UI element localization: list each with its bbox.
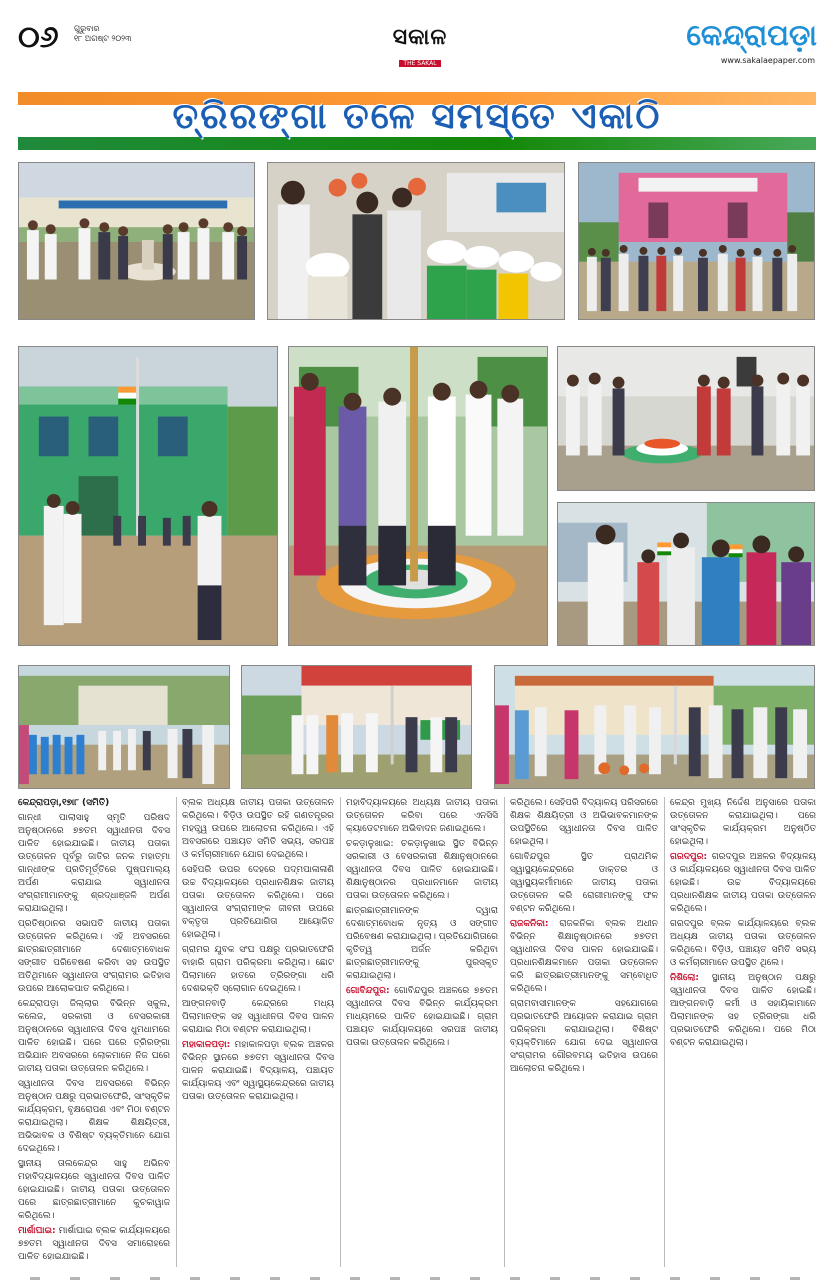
photo-podium-flag-ceremony [557,346,815,491]
issue-date [74,24,131,44]
subheading-mahakalapada: ମହାକାଳପଡ଼ା: [182,1040,231,1050]
tricolor-banner [18,92,816,150]
photo-stage-flag-hoisting [241,665,472,789]
issue-day: ଗୁରୁବାର [74,24,100,33]
photo-green-building-flag-salute [18,346,278,646]
masthead [0,0,833,72]
article-paragraph: ଆଙ୍ଗନବାଡ଼ି କେନ୍ଦ୍ରରେ ମଧ୍ୟ ପିଲାମାନଙ୍କ ସହ ସ୍ୱାଧୀନତା ଦିବସ ପାଳନ କରାଯାଇ ମିଠା ବଣ୍ଟନ କରାଯାଇଥିଲା। [182,999,334,1035]
subheading-nishilo: ନିଶିଲୋ: [670,973,699,983]
article-column-5 [670,797,816,1267]
photo-women-holding-flags [557,502,815,646]
article-paragraph: ଗୋବିନ୍ଦପୁର ଅଞ୍ଚଳରେ ୭୭ତମ ସ୍ୱାଧୀନତା ଦିବସ ବିଭିନ୍ନ କାର୍ଯ୍ୟକ୍ରମ ମାଧ୍ୟମରେ ପାଳିତ ହୋଇଯାଇଛି। ଗ୍ରାମ ପଞ୍ଚାୟତ କାର୍ଯ୍ୟାଳୟରେ ସରପଞ୍ଚ ଜାତୀୟ ପତାକା ଉତ୍ତୋଳନ କରିଥିଲେ। [346,986,498,1048]
newspaper-logo [345,24,495,67]
article-paragraph: ଗରଦପୁର ବ୍ଲକ କାର୍ଯ୍ୟାଳୟରେ ବ୍ଲକ ଅଧ୍ୟକ୍ଷ ଜାତୀୟ ପତାକା ଉତ୍ତୋଳନ କରିଥିଲେ। ବିଡ଼ିଓ, ପଞ୍ଚାୟତ ସମିତି ସଭ୍ୟ ଓ କର୍ମଚାରୀମାନେ ଉପସ୍ଥିତ ଥିଲେ। [670,919,816,968]
article-paragraph: ଛାତ୍ରଛାତ୍ରୀମାନଙ୍କ ଦ୍ୱାରା ଦେଶାତ୍ମବୋଧକ ନୃତ୍ୟ ଓ ସଙ୍ଗୀତ ପରିବେଷଣ କରାଯାଇଥିଲା। ପ୍ରତିଯୋଗିତାରେ କୃତିତ୍ୱ ଅର୍ଜନ କରିଥିବା ଛାତ୍ରଛାତ୍ରୀମାନଙ୍କୁ ପୁରସ୍କୃତ କରାଯାଇଥିଲା। [346,906,498,981]
column-divider [176,797,177,1267]
article-paragraph: ଗ୍ରାମବାସୀମାନଙ୍କ ସହଯୋଗରେ ପ୍ରଭାତଫେରି ଆୟୋଜନ କରାଯାଇ ଗ୍ରାମ ପରିକ୍ରମା କରାଯାଇଥିଲା। ବିଶିଷ୍ଟ ବ୍ୟକ୍ତିମାନେ ଯୋଗ ଦେଇ ସ୍ୱାଧୀନତା ସଂଗ୍ରାମର ଗୌରବମୟ ଇତିହାସ ଉପରେ ଆଲୋଚନା କରିଥିଲେ। [510,999,658,1074]
photo-school-building-gathering [578,162,815,320]
article-paragraph: ଗାନ୍ଧୀ ପାଲାସାହୁ ସ୍ମୃତି ପରିଷଦ ଅନୁଷ୍ଠାନରେ ୭୭ତମ ସ୍ୱାଧୀନତା ଦିବସ ପାଳିତ ହୋଇଯାଇଛି। ଜାତୀୟ ପତାକା ଉତ୍ତୋଳନ ପୂର୍ବରୁ ଜାତିର ଜନକ ମହାତ୍ମା ଗାନ୍ଧୀଙ୍କ ପ୍ରତିମୂର୍ତ୍ତିରେ ପୁଷ୍ପମାଲ୍ୟ ଅର୍ପଣ କରାଯାଇ ସ୍ୱାଧୀନତା ସଂଗ୍ରାମୀମାନଙ୍କୁ ଶ୍ରଦ୍ଧାଞ୍ଜଳି ଅର୍ପଣ କରାଯାଇଥିଲା। [18,813,170,914]
article-column-1 [18,797,170,1267]
column-divider [664,797,665,1267]
article-paragraph: ରାଜକନିକା ବ୍ଲକ ଅଧୀନ ବିଭିନ୍ନ ଶିକ୍ଷାନୁଷ୍ଠାନରେ ୭୭ତମ ସ୍ୱାଧୀନତା ଦିବସ ପାଳନ ହୋଇଯାଇଛି। ପ୍ରଧାନଶିକ୍ଷକମାନେ ପତାକା ଉତ୍ତୋଳନ କରି ଛାତ୍ରଛାତ୍ରୀମାନଙ୍କୁ ସମ୍ବୋଧିତ କରିଥିଲେ। [510,919,658,994]
photo-school-courtyard-gathering [494,665,815,789]
column-divider [340,797,341,1267]
article-paragraph: କରିଥିଲେ। ସେହିପରି ବିଦ୍ୟାଳୟ ପରିସରରେ ଶିକ୍ଷକ ଶିକ୍ଷୟିତ୍ରୀ ଓ ଅଭିଭାବକମାନଙ୍କ ଉପସ୍ଥିତିରେ ସ୍ୱାଧୀନତା ଦିବସ ପାଳିତ ହୋଇଥିଲା। [510,798,658,847]
column-divider [504,797,505,1267]
photo-students-lined-up [18,665,230,789]
logo-text: ସକାଳ [392,24,448,50]
article-paragraph: କେନ୍ଦ୍ରାପଡ଼ା ଜିଲ୍ଲାର ବିଭିନ୍ନ ସ୍କୁଲ, କଲେଜ, ସରକାରୀ ଓ ବେସରକାରୀ ଅନୁଷ୍ଠାନରେ ସ୍ୱାଧୀନତା ଦିବସ ଧୁମଧାମରେ ପାଳିତ ହୋଇଛି। ଘରେ ଘରେ ତ୍ରିରଙ୍ଗା ଅଭିଯାନ ଅବସରରେ ଲୋକମାନେ ନିଜ ଘରେ ଜାତୀୟ ପତାକା ଉତ୍ତୋଳନ କରିଥିଲେ। [18,999,170,1074]
photo-gandhi-statue-ceremony [18,162,255,320]
article-dateline: କେନ୍ଦ୍ରାପଡ଼ା,୧୭ା୮ (ସମିତି) [18,798,110,808]
article-paragraph: ମାର୍ଶାଘାଇ ବ୍ଲକ କାର୍ଯ୍ୟାଳୟରେ ୭୭ତମ ସ୍ୱାଧୀନତା ଦିବସ ସମାରୋହରେ ପାଳିତ ହୋଇଯାଇଛି। [18,1226,170,1262]
page-number: ୦୬ [18,20,59,55]
banner-headline: ତ୍ରିରଙ୍ଗା ତଳେ ସମସ୍ତେ ଏକାଠି [172,96,662,137]
section-title: କେନ୍ଦ୍ରାପଡ଼ା [686,18,817,52]
article-paragraph: ଗ୍ରାମର ଯୁବକ ସଂଘ ପକ୍ଷରୁ ପ୍ରଭାତଫେରି ବାହାରି ଗ୍ରାମ ପରିକ୍ରମା କରିଥିଲା। ଛୋଟ ପିଲାମାନେ ହାତରେ ତ୍ରିରଙ୍ଗା ଧରି ଦେଶଭକ୍ତି ସ୍ଲୋଗାନ ଦେଇଥିଲେ। [182,945,334,994]
article-column-4 [510,797,658,1267]
subheading-marshaghai: ମାର୍ଶାଘାଇ: [18,1226,56,1236]
article-paragraph: ସ୍ଥାନୀୟ ଅନୁଷ୍ଠାନ ପକ୍ଷରୁ ସ୍ୱାଧୀନତା ଦିବସ ପାଳିତ ହୋଇଛି। ଆଙ୍ଗନବାଡ଼ି କର୍ମୀ ଓ ସହାୟିକାମାନେ ପିଲାମାନଙ୍କ ସହ ତ୍ରିରଙ୍ଗା ଧରି ପ୍ରଭାତଫେରି କରିଥିଲେ। ପରେ ମିଠା ବଣ୍ଟନ କରାଯାଇଥିଲା। [670,973,816,1048]
green-stripe [18,137,816,150]
logo-subtitle: THE SAKAL [399,60,440,67]
article-paragraph: ମହାକାଳପଡ଼ା ବ୍ଲକ ଅଞ୍ଚଳର ବିଭିନ୍ନ ସ୍ଥାନରେ ୭୭ତମ ସ୍ୱାଧୀନତା ଦିବସ ପାଳନ କରାଯାଇଛି। ବିଦ୍ୟାଳୟ, ପଞ୍ଚାୟତ କାର୍ଯ୍ୟାଳୟ ଏବଂ ସ୍ୱାସ୍ଥ୍ୟକେନ୍ଦ୍ରରେ ଜାତୀୟ ପତାକା ଉତ୍ତୋଳନ କରାଯାଇଥିଲା। [182,1040,334,1102]
subheading-rajkanika: ରାଜକନିକା: [510,919,549,929]
issue-date-text: ୧୮ ଅଗଷ୍ଟ ୨୦୨୩ [74,34,132,43]
article-paragraph: ଚକଡ଼ାଳୁଖାଇ: ଚକଡ଼ାଳୁଖାଇ ସ୍ଥିତ ବିଭିନ୍ନ ସରକାରୀ ଓ ବେସରକାରୀ ଶିକ୍ଷାନୁଷ୍ଠାନରେ ସ୍ୱାଧୀନତା ଦିବସ ପାଳିତ ହୋଇଯାଇଛି। ଶିକ୍ଷାନୁଷ୍ଠାନର ପ୍ରଧାନମାନେ ଜାତୀୟ ପତାକା ଉତ୍ତୋଳନ କରିଥିଲେ। [346,839,498,901]
article-column-2 [182,797,334,1267]
article-paragraph: ପ୍ରତିଷ୍ଠାନର ସଭାପତି ଜାତୀୟ ପତାକା ଉତ୍ତୋଳନ କରିଥିଲେ। ଏହି ଅବସରରେ ଛାତ୍ରଛାତ୍ରୀମାନେ ଦେଶାତ୍ମବୋଧକ ସଙ୍ଗୀତ ପରିବେଷଣ କରିବା ସହ ଉପସ୍ଥିତ ଅତିଥିମାନେ ସ୍ୱାଧୀନତା ସଂଗ୍ରାମର ଇତିହାସ ଉପରେ ଆଲୋକପାତ କରିଥିଲେ। [18,919,170,994]
article-paragraph: କେନ୍ଦ୍ର ମୁଖ୍ୟ ନିର୍ଦ୍ଦେଶ ଅନୁସାରେ ପତାକା ଉତ୍ତୋଳନ କରାଯାଇଥିଲା। ପରେ ସାଂସ୍କୃତିକ କାର୍ଯ୍ୟକ୍ରମ ଅନୁଷ୍ଠିତ ହୋଇଥିଲା। [670,798,816,847]
article-paragraph: ମହାବିଦ୍ୟାଳୟରେ ଅଧ୍ୟକ୍ଷ ଜାତୀୟ ପତାକା ଉତ୍ତୋଳନ କରିବା ପରେ ଏନସିସି କ୍ୟାଡେଟମାନେ ଅଭିବାଦନ ଜଣାଇଥିଲେ। [346,798,498,834]
photo-students-with-caps [267,162,565,320]
print-registration-marks [0,1268,833,1276]
article-paragraph: ସେହିପରି ଉପର ଦେହରେ ପଦ୍ମପାଳାଳାଣି ଉଚ୍ଚ ବିଦ୍ୟାଳୟରେ ପ୍ରଧାନଶିକ୍ଷକ ଜାତୀୟ ପତାକା ଉତ୍ତୋଳନ କରିଥିଲେ। ପରେ ସ୍ୱାଧୀନତା ସଂଗ୍ରାମୀଙ୍କ ଜୀବନୀ ଉପରେ ବକ୍ତୃତା ପ୍ରତିଯୋଗିତା ଆୟୋଜିତ ହୋଇଥିଲା। [182,865,334,940]
photo-flag-pole-flower-rangoli [288,346,548,646]
subheading-gobindapur: ଗୋବିନ୍ଦପୁର: [346,986,390,996]
website-url: www.sakalaepaper.com [720,56,815,65]
article-paragraph: ସ୍ୱାଧୀନତା ଦିବସ ଅବସରରେ ବିଭିନ୍ନ ଅନୁଷ୍ଠାନ ପକ୍ଷରୁ ପ୍ରଭାତଫେରି, ସାଂସ୍କୃତିକ କାର୍ଯ୍ୟକ୍ରମ, ବୃକ୍ଷରୋପଣ ଏବଂ ମିଠା ବଣ୍ଟନ କରାଯାଇଥିଲା। ଶିକ୍ଷକ ଶିକ୍ଷୟିତ୍ରୀ, ଅଭିଭାବକ ଓ ବିଶିଷ୍ଟ ବ୍ୟକ୍ତିମାନେ ଯୋଗ ଦେଇଥିଲେ। [18,1079,170,1154]
article-column-3 [346,797,498,1267]
article-paragraph: ଗୋବିନ୍ଦପୁର ସ୍ଥିତ ପ୍ରାଥମିକ ସ୍ୱାସ୍ଥ୍ୟକେନ୍ଦ୍ରରେ ଡାକ୍ତର ଓ ସ୍ୱାସ୍ଥ୍ୟକର୍ମୀମାନେ ଜାତୀୟ ପତାକା ଉତ୍ତୋଳନ କରି ରୋଗୀମାନଙ୍କୁ ଫଳ ବଣ୍ଟନ କରିଥିଲେ। [510,852,658,914]
article-paragraph: ସ୍ଥାନୀୟ ତାଲକେନ୍ଦ୍ର ସାହୁ ଅଭିନବ ମହାବିଦ୍ୟାଳୟରେ ସ୍ୱାଧୀନତା ଦିବସ ପାଳିତ ହୋଇଯାଇଛି। ଜାତୀୟ ପତାକା ଉତ୍ତୋଳନ ପରେ ଛାତ୍ରଛାତ୍ରୀମାନେ କୁଚକାୱାଜ କରିଥିଲେ। [18,1159,170,1221]
article-paragraph: ଗରଦପୁର ଅଞ୍ଚଳର ବିଦ୍ୟାଳୟ ଓ କାର୍ଯ୍ୟାଳୟରେ ସ୍ୱାଧୀନତା ଦିବସ ପାଳିତ ହୋଇଛି। ଉଚ୍ଚ ବିଦ୍ୟାଳୟରେ ପ୍ରଧାନଶିକ୍ଷକ ଜାତୀୟ ପତାକା ଉତ୍ତୋଳନ କରିଥିଲେ। [670,852,816,914]
subheading-garadpur: ଗରଦପୁର: [670,852,708,862]
article-paragraph: ବ୍ଲକ ଅଧ୍ୟକ୍ଷ ଜାତୀୟ ପତାକା ଉତ୍ତୋଳନ କରିଥିଲେ। ବିଡ଼ିଓ ଉପସ୍ଥିତ ରହି ଗଣତନ୍ତ୍ରର ମହତ୍ତ୍ୱ ଉପରେ ଆଲୋଚନା କରିଥିଲେ। ଏହି ଅବସରରେ ପଞ୍ଚାୟତ ସମିତି ସଭ୍ୟ, ସରପଞ୍ଚ ଓ କର୍ମଚାରୀମାନେ ଯୋଗ ଦେଇଥିଲେ। [182,798,334,860]
